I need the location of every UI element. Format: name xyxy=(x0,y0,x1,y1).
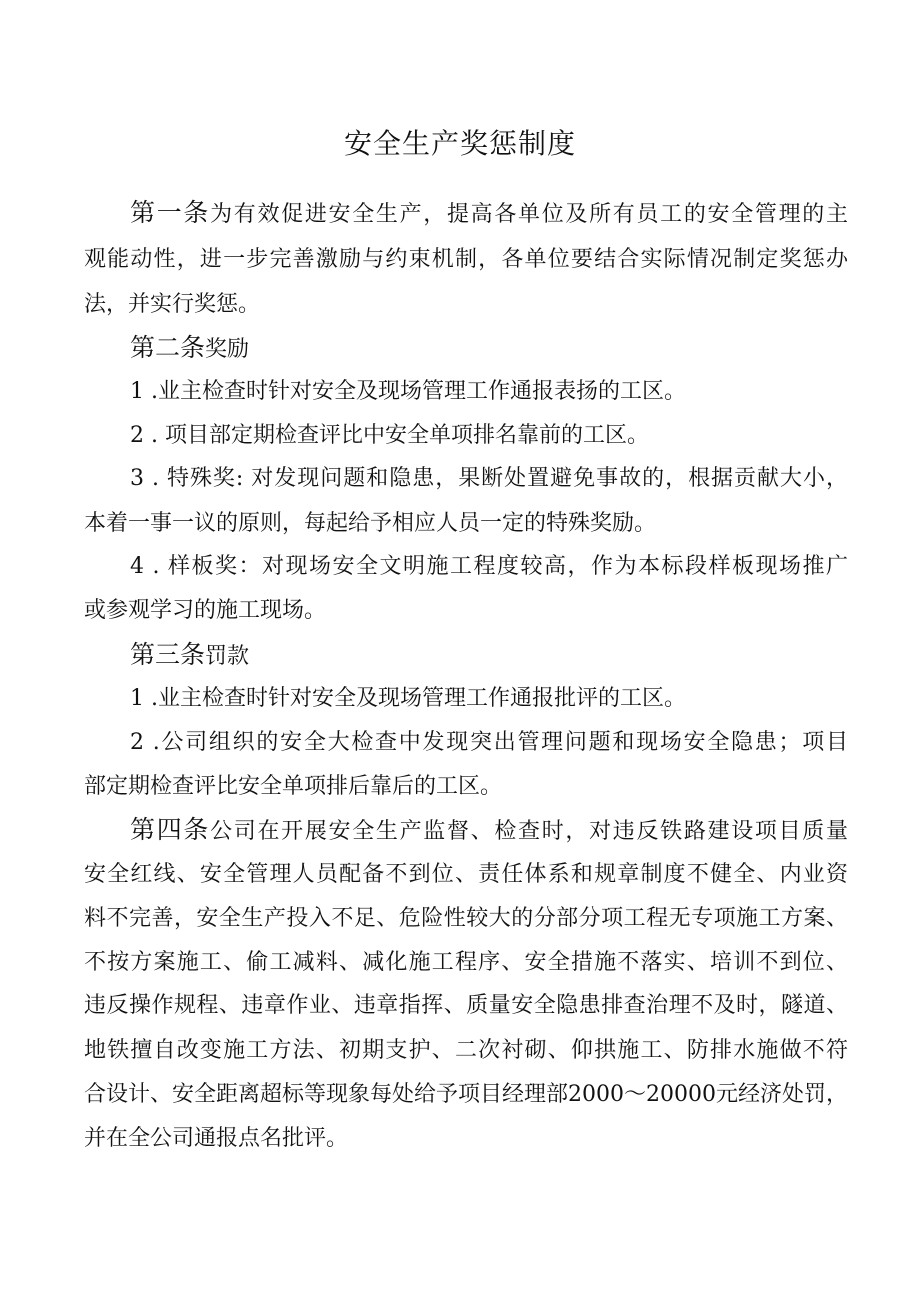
article-4-line-5: 违反操作规程、违章作业、违章指挥、质量安全隐患排查治理不及时，隧道、 xyxy=(84,993,848,1018)
document-title: 安全生产奖惩制度 xyxy=(343,127,576,160)
article-1-line-1: 第一条为有效促进安全生产，提高各单位及所有员工的安全管理的主 xyxy=(130,198,848,227)
article-2-item-3-line-2: 本着一事一议的原则，每起给予相应人员一定的特殊奖励。 xyxy=(84,511,657,536)
article-1-line-2: 观能动性，进一步完善激励与约束机制，各单位要结合实际情况制定奖惩办 xyxy=(84,247,848,272)
article-4-line-7: 合设计、安全距离超标等现象每处给予项目经理部2000～20000元经济处罚， xyxy=(84,1082,848,1107)
article-2-item-4-line-2: 或参观学习的施工现场。 xyxy=(84,598,327,623)
article-2-item-3-line-1: 3 . 特殊奖: 对发现问题和隐患，果断处置避免事故的，根据贡献大小， xyxy=(130,466,848,491)
article-1-label: 第一条 xyxy=(130,198,211,227)
article-2-item-1: 1 .业主检查时针对安全及现场管理工作通报表扬的工区。 xyxy=(130,379,686,404)
article-3-heading: 第三条罚款 xyxy=(130,640,250,669)
article-3-item-2-line-1: 2 .公司组织的安全大检查中发现突出管理问题和现场安全隐患；项目 xyxy=(130,730,848,755)
article-4-line-2: 安全红线、安全管理人员配备不到位、责任体系和规章制度不健全、内业资 xyxy=(84,862,848,887)
article-3-item-2-line-2: 部定期检查评比安全单项排后靠后的工区。 xyxy=(84,774,503,799)
article-4-line-4: 不按方案施工、偷工减料、减化施工程序、安全措施不落实、培训不到位、 xyxy=(84,950,848,975)
article-2-label: 第二条 xyxy=(130,333,206,362)
article-1-line-3: 法，并实行奖惩。 xyxy=(84,292,261,317)
article-3-label: 第三条 xyxy=(130,640,206,669)
article-2-item-2: 2 . 项目部定期检查评比中安全单项排名靠前的工区。 xyxy=(130,423,649,448)
article-2-heading: 第二条奖励 xyxy=(130,333,250,362)
article-4-line-6: 地铁擅自改变施工方法、初期支护、二次衬砌、仰拱施工、防排水施做不符 xyxy=(84,1038,848,1063)
article-4-line-3: 料不完善，安全生产投入不足、危险性较大的分部分项工程无专项施工方案、 xyxy=(84,906,848,931)
article-4-label: 第四条 xyxy=(130,815,211,844)
article-3-item-1: 1 .业主检查时针对安全及现场管理工作通报批评的工区。 xyxy=(130,686,686,711)
article-4-line-8: 并在全公司通报点名批评。 xyxy=(84,1126,349,1151)
article-4-line-1: 第四条公司在开展安全生产监督、检查时，对违反铁路建设项目质量 xyxy=(130,815,848,844)
article-2-item-4-line-1: 4 . 样板奖：对现场安全文明施工程度较高，作为本标段样板现场推广 xyxy=(130,554,848,579)
